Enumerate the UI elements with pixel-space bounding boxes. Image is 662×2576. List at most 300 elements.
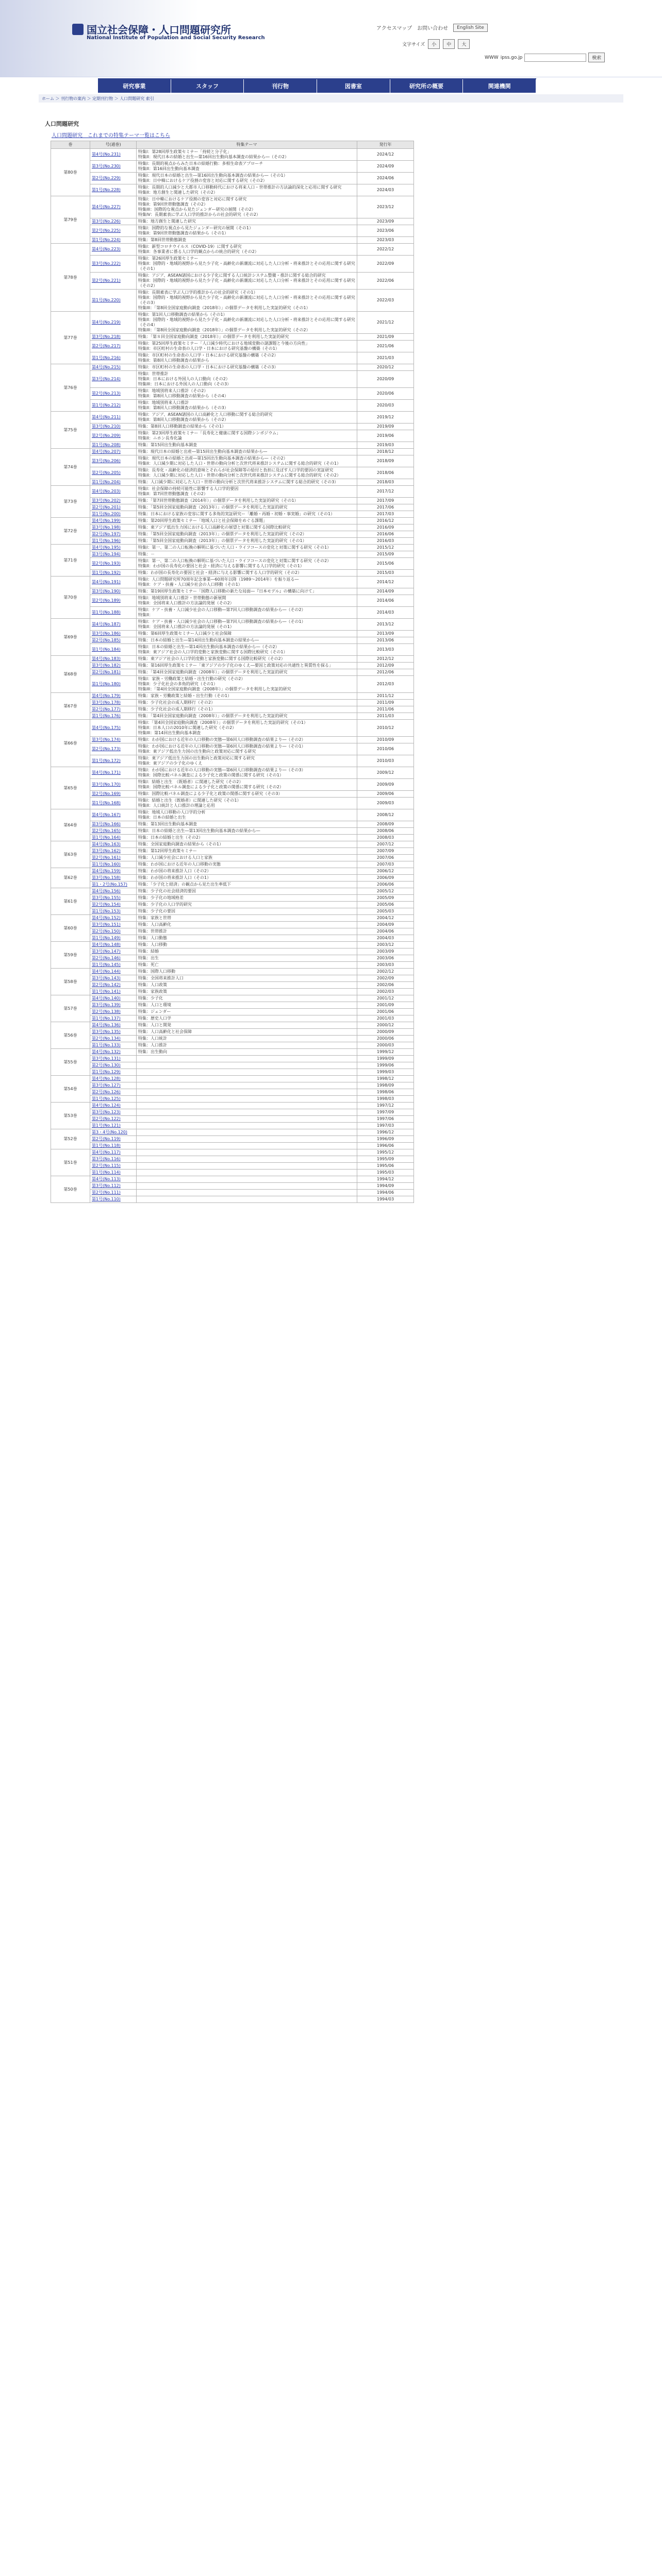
- nav-about[interactable]: 研究所の概要: [390, 79, 464, 93]
- issue-link[interactable]: 第4号(No.207): [90, 449, 137, 455]
- table-row: [51, 607, 414, 619]
- issue-link[interactable]: 第1号(No.114): [90, 1170, 137, 1176]
- theme-list-link[interactable]: 人口問題研究 これまでの特集テーマ一覧はこちら: [52, 133, 170, 139]
- issue-link[interactable]: 第2号(No.138): [90, 1009, 137, 1015]
- issue-link[interactable]: 第4号(No.156): [90, 888, 137, 895]
- search-scope-www[interactable]: WWW: [485, 55, 499, 60]
- issue-link[interactable]: 第4号(No.140): [90, 995, 137, 1002]
- issue-link[interactable]: 第2号(No.111): [90, 1190, 137, 1196]
- date-cell: 1995/12: [357, 1149, 414, 1156]
- issue-link[interactable]: 第3号(No.147): [90, 948, 137, 955]
- table-row: [51, 693, 414, 700]
- table-row: [51, 244, 414, 256]
- issue-link[interactable]: 第1号(No.200): [90, 511, 137, 518]
- theme-cell: 特集：人口減少期に対応した人口・世帯の動向分析と次世代将来推計システムに関する総合的研究（その3）: [137, 479, 357, 486]
- issue-link[interactable]: 第1・2号(No.157): [90, 882, 137, 888]
- table-row: [51, 449, 414, 455]
- date-cell: 2014/12: [357, 577, 414, 588]
- issue-link[interactable]: 第4号(No.203): [90, 486, 137, 498]
- issue-link[interactable]: 第4号(No.191): [90, 577, 137, 588]
- theme-cell: [137, 1136, 357, 1143]
- theme-cell: [137, 1056, 357, 1062]
- issue-link[interactable]: 第3号(No.190): [90, 588, 137, 595]
- date-cell: 1998/03: [357, 1096, 414, 1103]
- issue-link[interactable]: 第3号(No.155): [90, 895, 137, 902]
- issue-link[interactable]: 第1号(No.224): [90, 237, 137, 244]
- date-cell: 2002/06: [357, 982, 414, 989]
- date-cell: 2022/12: [357, 244, 414, 256]
- page-title: 人口問題研究: [45, 121, 79, 127]
- table-row: [51, 352, 414, 364]
- theme-cell: 特集：日本における家族の変容に関する多角的実証研究ー「離婚・再婚・初婚・事実婚」の研究（その1）: [137, 511, 357, 518]
- theme-cell: 特集：少子化の社会経済的要因: [137, 888, 357, 895]
- table-row: [51, 1049, 414, 1056]
- issue-link[interactable]: 第2号(No.189): [90, 595, 137, 607]
- theme-cell: 特集I：新型コロナウイルス（COVID-19）に関する研究 特集II：各事業者に係る人口学的観点からの統合的研究（その2）: [137, 244, 357, 256]
- table-row: [51, 948, 414, 955]
- date-cell: 2009/12: [357, 767, 414, 779]
- date-cell: 2013/09: [357, 631, 414, 637]
- issue-link[interactable]: 第2号(No.201): [90, 504, 137, 511]
- issue-link[interactable]: 第4号(No.227): [90, 196, 137, 218]
- date-cell: 2001/12: [357, 995, 414, 1002]
- table-row: [51, 644, 414, 656]
- issue-link[interactable]: 第3号(No.194): [90, 551, 137, 558]
- date-cell: 2012/03: [357, 676, 414, 693]
- date-cell: 2003/03: [357, 962, 414, 969]
- theme-cell: [137, 1149, 357, 1156]
- theme-cell: [137, 1076, 357, 1082]
- issue-link[interactable]: 第1号(No.204): [90, 479, 137, 486]
- date-cell: 1997/06: [357, 1116, 414, 1123]
- search-button[interactable]: 検索: [588, 53, 605, 62]
- nav-library[interactable]: 図書室: [317, 79, 390, 93]
- date-cell: 2006/09: [357, 875, 414, 882]
- issue-link[interactable]: 第4号(No.117): [90, 1149, 137, 1156]
- issue-link[interactable]: 第2号(No.115): [90, 1163, 137, 1170]
- issue-link[interactable]: 第4号(No.211): [90, 412, 137, 423]
- nav-publications[interactable]: 刊行物: [244, 79, 317, 93]
- contact-link[interactable]: お問い合わせ: [417, 26, 449, 31]
- table-row: [51, 888, 414, 895]
- issue-link[interactable]: 第1号(No.129): [90, 1069, 137, 1076]
- table-row: [51, 908, 414, 915]
- issue-link[interactable]: 第1号(No.149): [90, 935, 137, 942]
- date-cell: 2007/06: [357, 855, 414, 861]
- issue-link[interactable]: 第3号(No.162): [90, 848, 137, 855]
- issue-link[interactable]: 第2号(No.193): [90, 558, 137, 570]
- date-cell: 1998/09: [357, 1082, 414, 1089]
- date-cell: 2013/12: [357, 619, 414, 631]
- issue-link[interactable]: 第1号(No.216): [90, 352, 137, 364]
- theme-cell: 特集I：市区町村の生命表の人口学・日本における研究基盤の構築（その2） 特集II：第8回人口移動調査の結果から: [137, 352, 357, 364]
- issue-link[interactable]: 第1号(No.212): [90, 400, 137, 412]
- table-row: [51, 631, 414, 637]
- issue-link[interactable]: 第3号(No.158): [90, 875, 137, 882]
- theme-cell: [137, 1116, 357, 1123]
- issue-link[interactable]: 第3号(No.198): [90, 524, 137, 531]
- issue-link[interactable]: 第3号(No.166): [90, 821, 137, 828]
- date-cell: 2015/09: [357, 551, 414, 558]
- date-cell: 2014/06: [357, 595, 414, 607]
- issue-link[interactable]: 第1号(No.145): [90, 962, 137, 969]
- nav-research[interactable]: 研究事業: [98, 79, 171, 93]
- theme-cell: 特集：第20回厚生政策セミナー「地域人口と社会保障をめぐる課題」: [137, 518, 357, 524]
- issue-link[interactable]: 第2号(No.221): [90, 273, 137, 290]
- theme-cell: [137, 1196, 357, 1203]
- table-row: [51, 1015, 414, 1022]
- theme-cell: 特集：地方創生と関連した研究: [137, 218, 357, 225]
- issue-link[interactable]: 第1号(No.153): [90, 908, 137, 915]
- font-small-button[interactable]: 小: [428, 39, 440, 49]
- search-scope-site[interactable]: ipss.go.jp: [500, 55, 523, 60]
- date-cell: 1998/12: [357, 1076, 414, 1082]
- issue-link[interactable]: 第3号(No.230): [90, 161, 137, 173]
- date-cell: 2000/09: [357, 1029, 414, 1036]
- date-cell: 2020/12: [357, 364, 414, 371]
- theme-cell: 特集：人口動態: [137, 935, 357, 942]
- issue-link[interactable]: 第3号(No.218): [90, 334, 137, 341]
- volume-cell: 第72巻: [51, 518, 90, 545]
- issue-link[interactable]: 第2号(No.126): [90, 1089, 137, 1096]
- table-row: [51, 173, 414, 184]
- issue-link[interactable]: 第2号(No.209): [90, 430, 137, 442]
- date-cell: 2023/09: [357, 218, 414, 225]
- issue-link[interactable]: 第1号(No.137): [90, 1015, 137, 1022]
- theme-cell: 特集I：世帯推計 特集II：日本における外国人の人口動向（その2） 特集III：日本における外国人の人口動向（その3）: [137, 371, 357, 388]
- theme-cell: 特集：わが国の将来推計人口（その1）: [137, 875, 357, 882]
- volume-cell: 第68巻: [51, 656, 90, 693]
- volume-cell: 第52巻: [51, 1129, 90, 1149]
- table-row: [51, 1082, 414, 1089]
- table-row: [51, 828, 414, 835]
- theme-cell: [137, 1143, 357, 1149]
- date-cell: 2007/09: [357, 848, 414, 855]
- issue-link[interactable]: 第2号(No.217): [90, 341, 137, 352]
- issue-link[interactable]: 第2号(No.229): [90, 173, 137, 184]
- issue-link[interactable]: 第3号(No.123): [90, 1109, 137, 1116]
- issue-link[interactable]: 第4号(No.136): [90, 1022, 137, 1029]
- issue-link[interactable]: 第4号(No.171): [90, 767, 137, 779]
- theme-cell: [137, 1103, 357, 1109]
- theme-cell: 特集：東アジア社会の人口学的変動と家族変動に関する国際比較研究（その2）: [137, 656, 357, 663]
- table-row: [51, 700, 414, 706]
- font-large-button[interactable]: 大: [458, 39, 470, 49]
- table-row: [51, 1036, 414, 1042]
- table-row: [51, 161, 414, 173]
- date-cell: 1995/03: [357, 1170, 414, 1176]
- date-cell: 2015/06: [357, 558, 414, 570]
- volume-cell: 第59巻: [51, 942, 90, 969]
- date-cell: 2008/06: [357, 828, 414, 835]
- issue-link[interactable]: 第2号(No.146): [90, 955, 137, 962]
- table-row: [51, 442, 414, 449]
- volume-cell: 第69巻: [51, 619, 90, 656]
- english-site-button[interactable]: English Site: [453, 24, 488, 32]
- issue-link[interactable]: 第2号(No.161): [90, 855, 137, 861]
- issue-link[interactable]: 第2号(No.150): [90, 928, 137, 935]
- date-cell: 2012/12: [357, 656, 414, 663]
- issue-link[interactable]: 第1号(No.133): [90, 1042, 137, 1049]
- table-row: [51, 942, 414, 948]
- theme-cell: [137, 1109, 357, 1116]
- breadcrumb[interactable]: ホーム ＞ 刊行物の案内 ＞ 定期刊行物 ＞ 人口問題研究 索引: [39, 94, 623, 103]
- date-cell: 2022/06: [357, 273, 414, 290]
- issue-link[interactable]: 第3号(No.139): [90, 1002, 137, 1009]
- theme-cell: 特集：現代日本の結婚と出産―第15回出生動向基本調査の結果から―: [137, 449, 357, 455]
- theme-cell: 特集：第6回厚生政策セミナー人口減少と社会保障: [137, 631, 357, 637]
- theme-cell: 特集：人口移動: [137, 942, 357, 948]
- font-medium-button[interactable]: 中: [443, 39, 455, 49]
- table-row: [51, 1143, 414, 1149]
- issue-link[interactable]: 第3号(No.170): [90, 779, 137, 791]
- issue-link[interactable]: 第3・4号(No.120): [90, 1129, 137, 1136]
- issue-link[interactable]: 第2号(No.165): [90, 828, 137, 835]
- issue-link[interactable]: 第1号(No.164): [90, 835, 137, 841]
- theme-cell: [137, 1082, 357, 1089]
- theme-cell: 特集I：第25回厚生政策セミナー「人口減少時代における地域変動の諸課題と今後の方向性」 特集II：市区町村の生命表の人口学・日本における研究基盤の構築（その1）: [137, 341, 357, 352]
- issue-link[interactable]: 第2号(No.169): [90, 791, 137, 798]
- table-row: [51, 149, 414, 161]
- theme-cell: 特集：「第5回全国家庭動向調査（2013年）」の個票データを利用した実証的研究（その2）: [137, 531, 357, 538]
- issue-link[interactable]: 第3号(No.178): [90, 700, 137, 706]
- issue-link[interactable]: 第3号(No.151): [90, 922, 137, 928]
- table-row: [51, 1163, 414, 1170]
- col-volume: 巻: [51, 141, 90, 149]
- logo[interactable]: [72, 22, 231, 37]
- date-cell: 2017/03: [357, 511, 414, 518]
- issue-link[interactable]: 第3号(No.210): [90, 423, 137, 430]
- theme-cell: [137, 1123, 357, 1129]
- table-row: [51, 1009, 414, 1015]
- issue-link[interactable]: 第1号(No.110): [90, 1196, 137, 1203]
- table-row: [51, 1103, 414, 1109]
- issue-link[interactable]: 第3号(No.182): [90, 663, 137, 669]
- issue-link[interactable]: 第1号(No.180): [90, 676, 137, 693]
- theme-cell: 特集I：国際的な視点から見たジェンダー研究の展開（その1） 特集II：第9回世帯動態調査の結果から（その1）: [137, 225, 357, 237]
- date-cell: 2013/03: [357, 644, 414, 656]
- issue-link[interactable]: 第2号(No.119): [90, 1136, 137, 1143]
- date-cell: 2019/03: [357, 442, 414, 449]
- nav-related[interactable]: 関連機関: [463, 79, 536, 93]
- issue-link[interactable]: 第2号(No.177): [90, 706, 137, 713]
- issue-link[interactable]: 第4号(No.183): [90, 656, 137, 663]
- date-cell: 2008/12: [357, 809, 414, 821]
- issue-link[interactable]: 第1号(No.172): [90, 755, 137, 767]
- issue-link[interactable]: 第2号(No.154): [90, 902, 137, 908]
- table-row: [51, 1149, 414, 1156]
- issue-link[interactable]: 第4号(No.113): [90, 1176, 137, 1183]
- issue-link[interactable]: 第1号(No.192): [90, 570, 137, 577]
- issue-link[interactable]: 第1号(No.118): [90, 1143, 137, 1149]
- volume-cell: 第79巻: [51, 196, 90, 244]
- date-cell: 1994/09: [357, 1183, 414, 1190]
- theme-cell: 特集：出生: [137, 955, 357, 962]
- issue-link[interactable]: 第3号(No.186): [90, 631, 137, 637]
- col-theme: 特集テーマ: [137, 141, 357, 149]
- issue-link[interactable]: 第4号(No.159): [90, 868, 137, 875]
- issue-link[interactable]: 第1号(No.160): [90, 861, 137, 868]
- issue-link[interactable]: 第2号(No.213): [90, 388, 137, 400]
- table-row: [51, 196, 414, 218]
- date-cell: 2018/12: [357, 449, 414, 455]
- theme-cell: [137, 1156, 357, 1163]
- theme-cell: 特集I：長期素表に学ぶ人口学的推計からの社会的研究（その1） 特集II：国際的・地域的視野から見た少子化・高齢化の新潮流に対応した人口分析・将来推計とその応用に関する研究（その3） 特集III：「第8回全国家庭動向調査（2018年）」の個票データを利用した実証的研究（その1）: [137, 290, 357, 312]
- theme-cell: [137, 1129, 357, 1136]
- issue-link[interactable]: 第1号(No.184): [90, 644, 137, 656]
- issue-link[interactable]: 第3号(No.206): [90, 455, 137, 467]
- theme-cell: 特集I：市区町村の生命表の人口学・日本における研究基盤の構築（その3）: [137, 364, 357, 371]
- issue-link[interactable]: 第2号(No.173): [90, 743, 137, 755]
- issue-link[interactable]: 第2号(No.122): [90, 1116, 137, 1123]
- table-row: [51, 1109, 414, 1116]
- theme-cell: 特集：人口と開発: [137, 1022, 357, 1029]
- issue-link[interactable]: 第4号(No.195): [90, 545, 137, 551]
- theme-cell: 特集：世帯推計: [137, 928, 357, 935]
- theme-cell: 特集：「第5回全国家庭動向調査（2013年）」の個票データを利用した実証的研究: [137, 504, 357, 511]
- issue-link[interactable]: 第3号(No.127): [90, 1082, 137, 1089]
- issue-link[interactable]: 第3号(No.174): [90, 737, 137, 743]
- issue-link[interactable]: 第3号(No.135): [90, 1029, 137, 1036]
- theme-cell: [137, 1176, 357, 1183]
- access-map-link[interactable]: アクセスマップ: [376, 26, 412, 31]
- issue-link[interactable]: 第2号(No.225): [90, 225, 137, 237]
- date-cell: 2004/09: [357, 922, 414, 928]
- table-row: [51, 821, 414, 828]
- issue-link[interactable]: 第3号(No.131): [90, 1056, 137, 1062]
- table-row: [51, 1136, 414, 1143]
- theme-cell: 特集：第15回出生動向基本調査: [137, 442, 357, 449]
- theme-cell: 特集：少子化の人口学的研究: [137, 902, 357, 908]
- site-header: [0, 0, 662, 77]
- issue-link[interactable]: 第4号(No.148): [90, 942, 137, 948]
- date-cell: 2020/03: [357, 400, 414, 412]
- issue-link[interactable]: 第3号(No.116): [90, 1156, 137, 1163]
- theme-cell: 特集：全国家庭動向調査の結果から（その1）: [137, 841, 357, 848]
- theme-cell: 特集：少子化: [137, 995, 357, 1002]
- theme-cell: 特集I：わが国における近年の人口移動の実態―第6回人口移動調査の結果より―（その2）: [137, 737, 357, 743]
- issue-link[interactable]: 第1号(No.141): [90, 989, 137, 995]
- col-date: 発行年: [357, 141, 414, 149]
- issue-link[interactable]: 第4号(No.152): [90, 915, 137, 922]
- date-cell: 2021/03: [357, 352, 414, 364]
- issue-link[interactable]: 第3号(No.222): [90, 256, 137, 273]
- issue-link[interactable]: 第4号(No.231): [90, 149, 137, 161]
- issue-link[interactable]: 第4号(No.215): [90, 364, 137, 371]
- issue-link[interactable]: 第3号(No.202): [90, 498, 137, 504]
- issue-link[interactable]: 第4号(No.167): [90, 809, 137, 821]
- date-cell: 2019/06: [357, 430, 414, 442]
- issue-link[interactable]: 第3号(No.143): [90, 975, 137, 982]
- search-input[interactable]: [524, 54, 586, 62]
- volume-cell: 第77巻: [51, 312, 90, 364]
- date-cell: 2008/03: [357, 835, 414, 841]
- issue-link[interactable]: 第1号(No.188): [90, 607, 137, 619]
- issue-link[interactable]: 第2号(No.134): [90, 1036, 137, 1042]
- theme-cell: 特集I：第一、第二の人口転換の解明に基づいた人口・ライフコースの変化と対策に関する研究（その1）: [137, 545, 357, 551]
- theme-cell: 特集：少子化社会の成人期移行（その2）: [137, 700, 357, 706]
- issue-link[interactable]: 第1号(No.208): [90, 442, 137, 449]
- issue-link[interactable]: 第2号(No.185): [90, 637, 137, 644]
- table-row: [51, 962, 414, 969]
- theme-cell: 特集：「第８回全国家庭動向調査（2018年）」の個票データを利用した実証的研究: [137, 334, 357, 341]
- issue-link[interactable]: 第2号(No.205): [90, 467, 137, 479]
- issue-link[interactable]: 第3号(No.226): [90, 218, 137, 225]
- table-row: [51, 1170, 414, 1176]
- date-cell: 1997/09: [357, 1109, 414, 1116]
- table-row: [51, 218, 414, 225]
- table-row: [51, 1042, 414, 1049]
- theme-cell: 特集：人口政策: [137, 982, 357, 989]
- issue-link[interactable]: 第4号(No.179): [90, 693, 137, 700]
- date-cell: 2011/09: [357, 700, 414, 706]
- theme-cell: 特集：人口統計: [137, 1036, 357, 1042]
- date-cell: 2009/06: [357, 791, 414, 798]
- date-cell: 2016/09: [357, 524, 414, 531]
- date-cell: 1996/12: [357, 1129, 414, 1136]
- issue-link[interactable]: 第1号(No.196): [90, 538, 137, 545]
- issue-link[interactable]: 第4号(No.187): [90, 619, 137, 631]
- issue-link[interactable]: 第1号(No.228): [90, 184, 137, 196]
- theme-cell: 特集：少子化の地域格差: [137, 895, 357, 902]
- issue-link[interactable]: 第1号(No.125): [90, 1096, 137, 1103]
- issue-link[interactable]: 第2号(No.197): [90, 531, 137, 538]
- issue-link[interactable]: 第4号(No.199): [90, 518, 137, 524]
- date-cell: 2016/12: [357, 518, 414, 524]
- issue-link[interactable]: 第3号(No.214): [90, 371, 137, 388]
- table-row: [51, 882, 414, 888]
- issue-link[interactable]: 第4号(No.175): [90, 720, 137, 737]
- theme-cell: 特集：出生動向: [137, 1049, 357, 1056]
- theme-cell: 特集I：第23回厚生政策セミナー「長寿化と健康に関する国際シンポジウム」 特集II：ニホン長寿化論: [137, 430, 357, 442]
- issue-link[interactable]: 第4号(No.163): [90, 841, 137, 848]
- date-cell: 2024/12: [357, 149, 414, 161]
- issue-link[interactable]: 第4号(No.144): [90, 969, 137, 975]
- date-cell: 2002/03: [357, 989, 414, 995]
- table-row: [51, 868, 414, 875]
- issue-link[interactable]: 第1号(No.168): [90, 798, 137, 809]
- date-cell: 2013/06: [357, 637, 414, 644]
- issue-link[interactable]: 第4号(No.219): [90, 312, 137, 334]
- theme-cell: 特集：人口高齢化: [137, 922, 357, 928]
- issue-link[interactable]: 第2号(No.142): [90, 982, 137, 989]
- issue-link[interactable]: 第3号(No.112): [90, 1183, 137, 1190]
- theme-cell: 特集：ジェンダー: [137, 1009, 357, 1015]
- issue-link[interactable]: 第4号(No.223): [90, 244, 137, 256]
- nav-staff[interactable]: スタッフ: [171, 79, 244, 93]
- date-cell: 2003/12: [357, 942, 414, 948]
- date-cell: 2021/09: [357, 334, 414, 341]
- date-cell: 2017/06: [357, 504, 414, 511]
- theme-cell: 特集I：わが国における近年の人口移動の実態―第6回人口移動調査の結果より―（その3） 特集II：国際比較パネル調査による少子化と政策の関係に関する研究（その1）: [137, 767, 357, 779]
- date-cell: 2022/09: [357, 256, 414, 273]
- volume-cell: 第58巻: [51, 969, 90, 995]
- issue-link[interactable]: 第1号(No.176): [90, 713, 137, 720]
- issue-link[interactable]: 第2号(No.181): [90, 669, 137, 676]
- issue-link[interactable]: 第1号(No.220): [90, 290, 137, 312]
- issue-link[interactable]: 第4号(No.128): [90, 1076, 137, 1082]
- volume-cell: 第53巻: [51, 1103, 90, 1129]
- issue-link[interactable]: 第1号(No.121): [90, 1123, 137, 1129]
- table-row: [51, 364, 414, 371]
- date-cell: 2023/12: [357, 196, 414, 218]
- table-row: [51, 841, 414, 848]
- table-row: [51, 791, 414, 798]
- date-cell: 2023/03: [357, 237, 414, 244]
- issue-link[interactable]: 第4号(No.124): [90, 1103, 137, 1109]
- issue-link[interactable]: 第4号(No.132): [90, 1049, 137, 1056]
- issue-link[interactable]: 第2号(No.130): [90, 1062, 137, 1069]
